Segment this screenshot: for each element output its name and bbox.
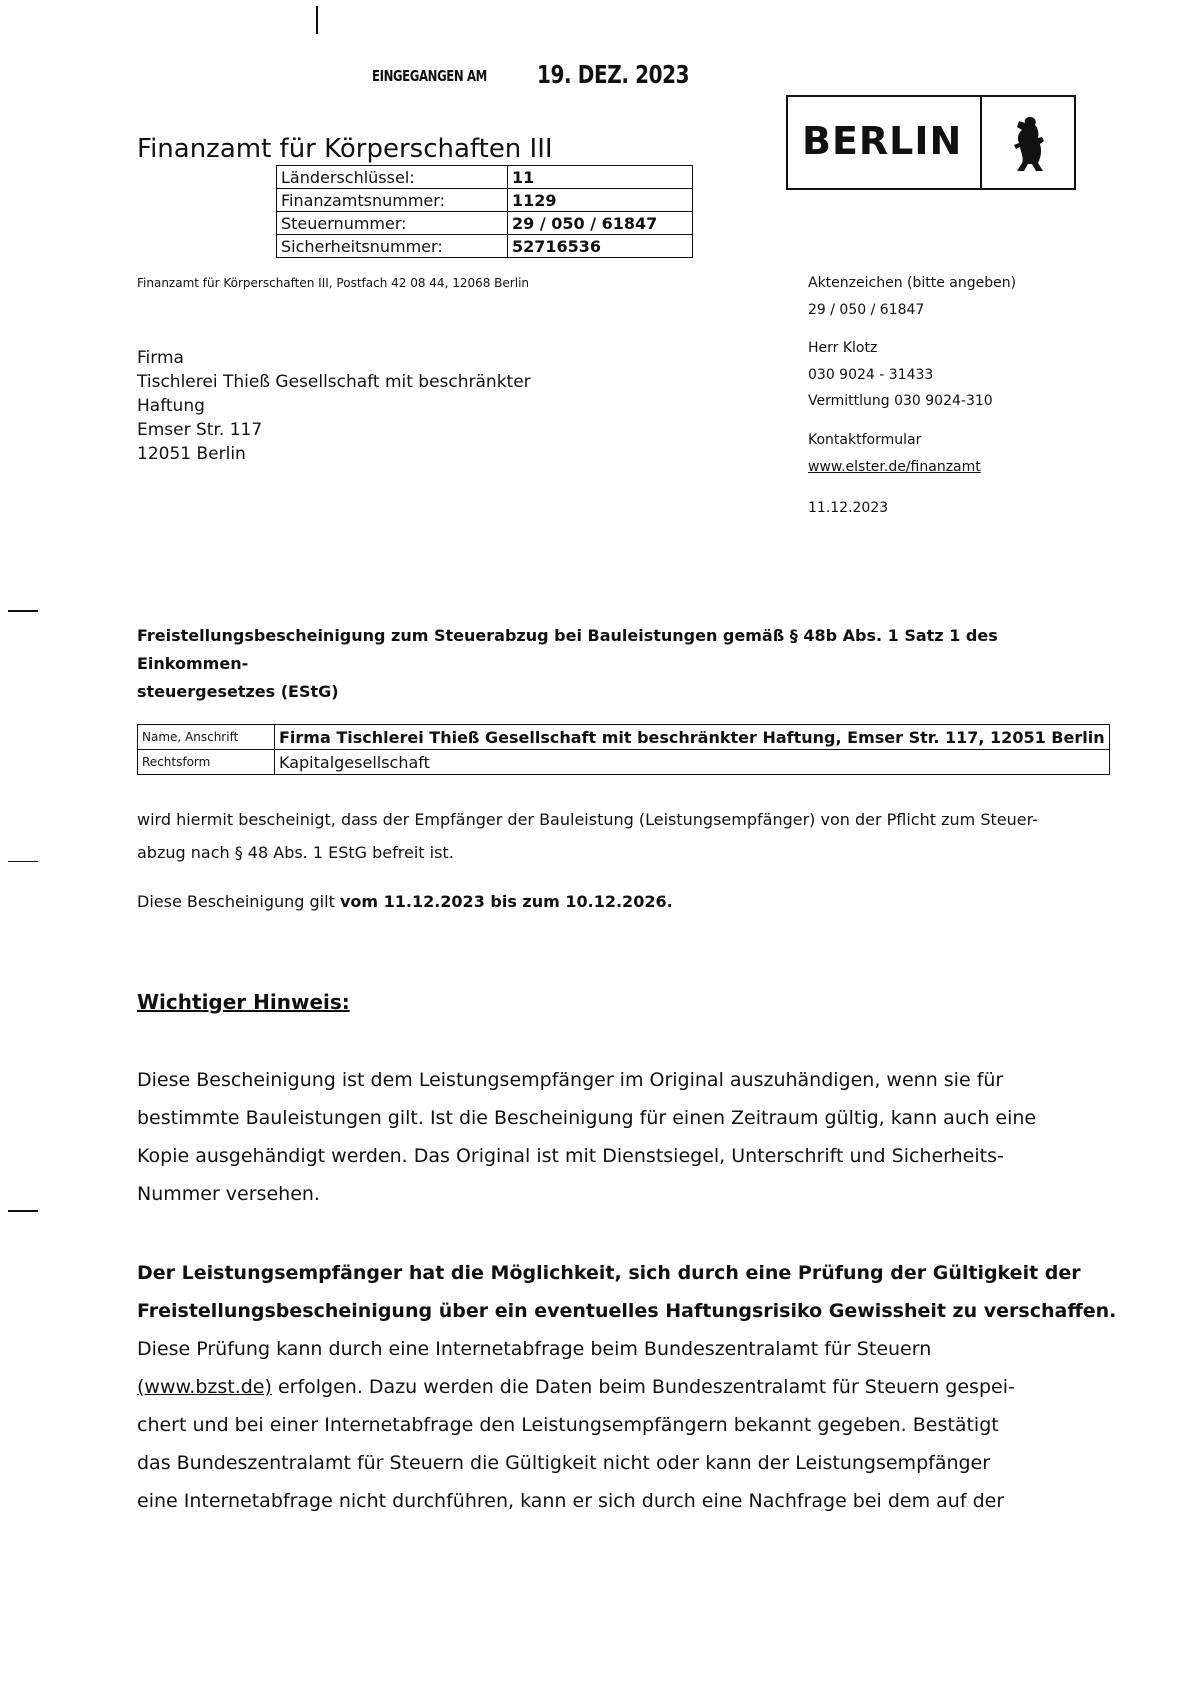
bzst-link[interactable]: (www.bzst.de) [137, 1376, 272, 1398]
subject-line: Freistellungsbescheinigung zum Steuerabzug bei Bauleistungen gemäß § 48b Abs. 1 Satz 1 des Einkommen- [137, 626, 998, 673]
paragraph-line: Der Leistungsempfänger hat die Möglichkeit, sich durch eine Prüfung der Gültigkeit der [137, 1262, 1081, 1284]
contact-person: Herr Klotz [808, 340, 878, 356]
paragraph-line [137, 1368, 1082, 1406]
logo-divider [980, 97, 982, 188]
paragraph-line: das Bundeszentralamt für Steuern die Gültigkeit nicht oder kann der Leistungsempfänger [137, 1452, 991, 1474]
table-row [138, 750, 1110, 775]
fold-mark [8, 610, 38, 612]
company-label: Rechtsform [138, 750, 275, 775]
paragraph-line: Diese Bescheinigung ist dem Leistungsempfänger im Original auszuhändigen, wenn sie für [137, 1069, 1004, 1091]
fold-mark [8, 1210, 38, 1212]
address-line: Haftung [137, 396, 205, 416]
subject-heading [137, 622, 1077, 706]
paragraph-line: Nummer versehen. [137, 1183, 320, 1205]
table-row [277, 212, 693, 235]
contact-switchboard: Vermittlung 030 9024-310 [808, 393, 993, 409]
company-value: Kapitalgesellschaft [275, 750, 1110, 775]
stamp-label: EINGEGANGEN AM [372, 67, 487, 85]
notice-paragraph-2 [137, 1254, 1117, 1520]
paragraph-line: eine Internetabfrage nicht durchführen, kann er sich durch eine Nachfrage bei dem auf der [137, 1490, 1005, 1512]
id-value: 1129 [508, 189, 693, 212]
paragraph-line: chert und bei einer Internetabfrage den Leistungsempfängern bekannt gegeben. Bestätigt [137, 1414, 999, 1436]
berlin-logo-text: BERLIN [802, 119, 963, 163]
office-title: Finanzamt für Körperschaften III [137, 134, 553, 164]
letter-date: 11.12.2023 [808, 500, 889, 516]
tax-id-table [276, 165, 693, 258]
id-label: Länderschlüssel: [277, 166, 508, 189]
reference-label: Aktenzeichen (bitte angeben) [808, 275, 1017, 291]
notice-paragraph-1 [137, 1061, 1082, 1213]
paragraph-line: Freistellungsbescheinigung über ein eventuelles Haftungsrisiko Gewissheit zu verschaffen. [137, 1300, 1117, 1322]
table-row [138, 725, 1110, 750]
table-row [277, 189, 693, 212]
paragraph-line-rest: erfolgen. Dazu werden die Daten beim Bundeszentralamt für Steuern gespei- [271, 1376, 1015, 1398]
recipient-address [137, 346, 531, 466]
id-value: 11 [508, 166, 693, 189]
id-value: 52716536 [508, 235, 693, 258]
table-row [277, 235, 693, 258]
confirmation-line: abzug nach § 48 Abs. 1 EStG befreit ist. [137, 843, 454, 862]
reference-value: 29 / 050 / 61847 [808, 302, 925, 318]
id-label: Sicherheitsnummer: [277, 235, 508, 258]
sender-address-line: Finanzamt für Körperschaften III, Postfach 42 08 44, 12068 Berlin [137, 276, 530, 290]
validity-text [137, 892, 673, 911]
paragraph-line: bestimmte Bauleistungen gilt. Ist die Bescheinigung für einen Zeitraum gültig, kann auch eine [137, 1107, 1037, 1129]
contact-form-label: Kontaktformular [808, 432, 922, 448]
received-stamp [372, 60, 690, 89]
scan-artifact [316, 6, 318, 34]
contact-phone: 030 9024 - 31433 [808, 367, 934, 383]
validity-period: vom 11.12.2023 bis zum 10.12.2026. [339, 892, 673, 911]
id-value: 29 / 050 / 61847 [508, 212, 693, 235]
company-value: Firma Tischlerei Thieß Gesellschaft mit beschränkter Haftung, Emser Str. 117, 12051 Berlin [275, 725, 1110, 750]
address-line: 12051 Berlin [137, 444, 246, 464]
contact-website-link[interactable]: www.elster.de/finanzamt [808, 459, 981, 475]
id-label: Finanzamtsnummer: [277, 189, 508, 212]
company-table [137, 724, 1110, 775]
paragraph-line: Kopie ausgehändigt werden. Das Original ist mit Dienstsiegel, Unterschrift und Sicherheits- [137, 1145, 1004, 1167]
subject-line: steuergesetzes (EStG) [137, 682, 339, 701]
confirmation-line: wird hiermit bescheinigt, dass der Empfänger der Bauleistung (Leistungsempfänger) von der Pflicht zum Steuer- [137, 810, 1038, 829]
id-label: Steuernummer: [277, 212, 508, 235]
fold-mark [8, 861, 38, 862]
company-label: Name, Anschrift [138, 725, 275, 750]
address-line: Emser Str. 117 [137, 420, 263, 440]
address-line: Tischlerei Thieß Gesellschaft mit beschränkter [137, 372, 531, 392]
berlin-logo [786, 95, 1076, 190]
address-line: Firma [137, 348, 184, 368]
notice-title: Wichtiger Hinweis: [137, 990, 350, 1014]
berlin-bear-icon [1000, 111, 1060, 177]
validity-prefix: Diese Bescheinigung gilt [137, 892, 340, 911]
table-row [277, 166, 693, 189]
paragraph-line: Diese Prüfung kann durch eine Internetabfrage beim Bundeszentralamt für Steuern [137, 1338, 932, 1360]
confirmation-text [137, 803, 1077, 869]
stamp-date: 19. DEZ. 2023 [537, 60, 690, 89]
